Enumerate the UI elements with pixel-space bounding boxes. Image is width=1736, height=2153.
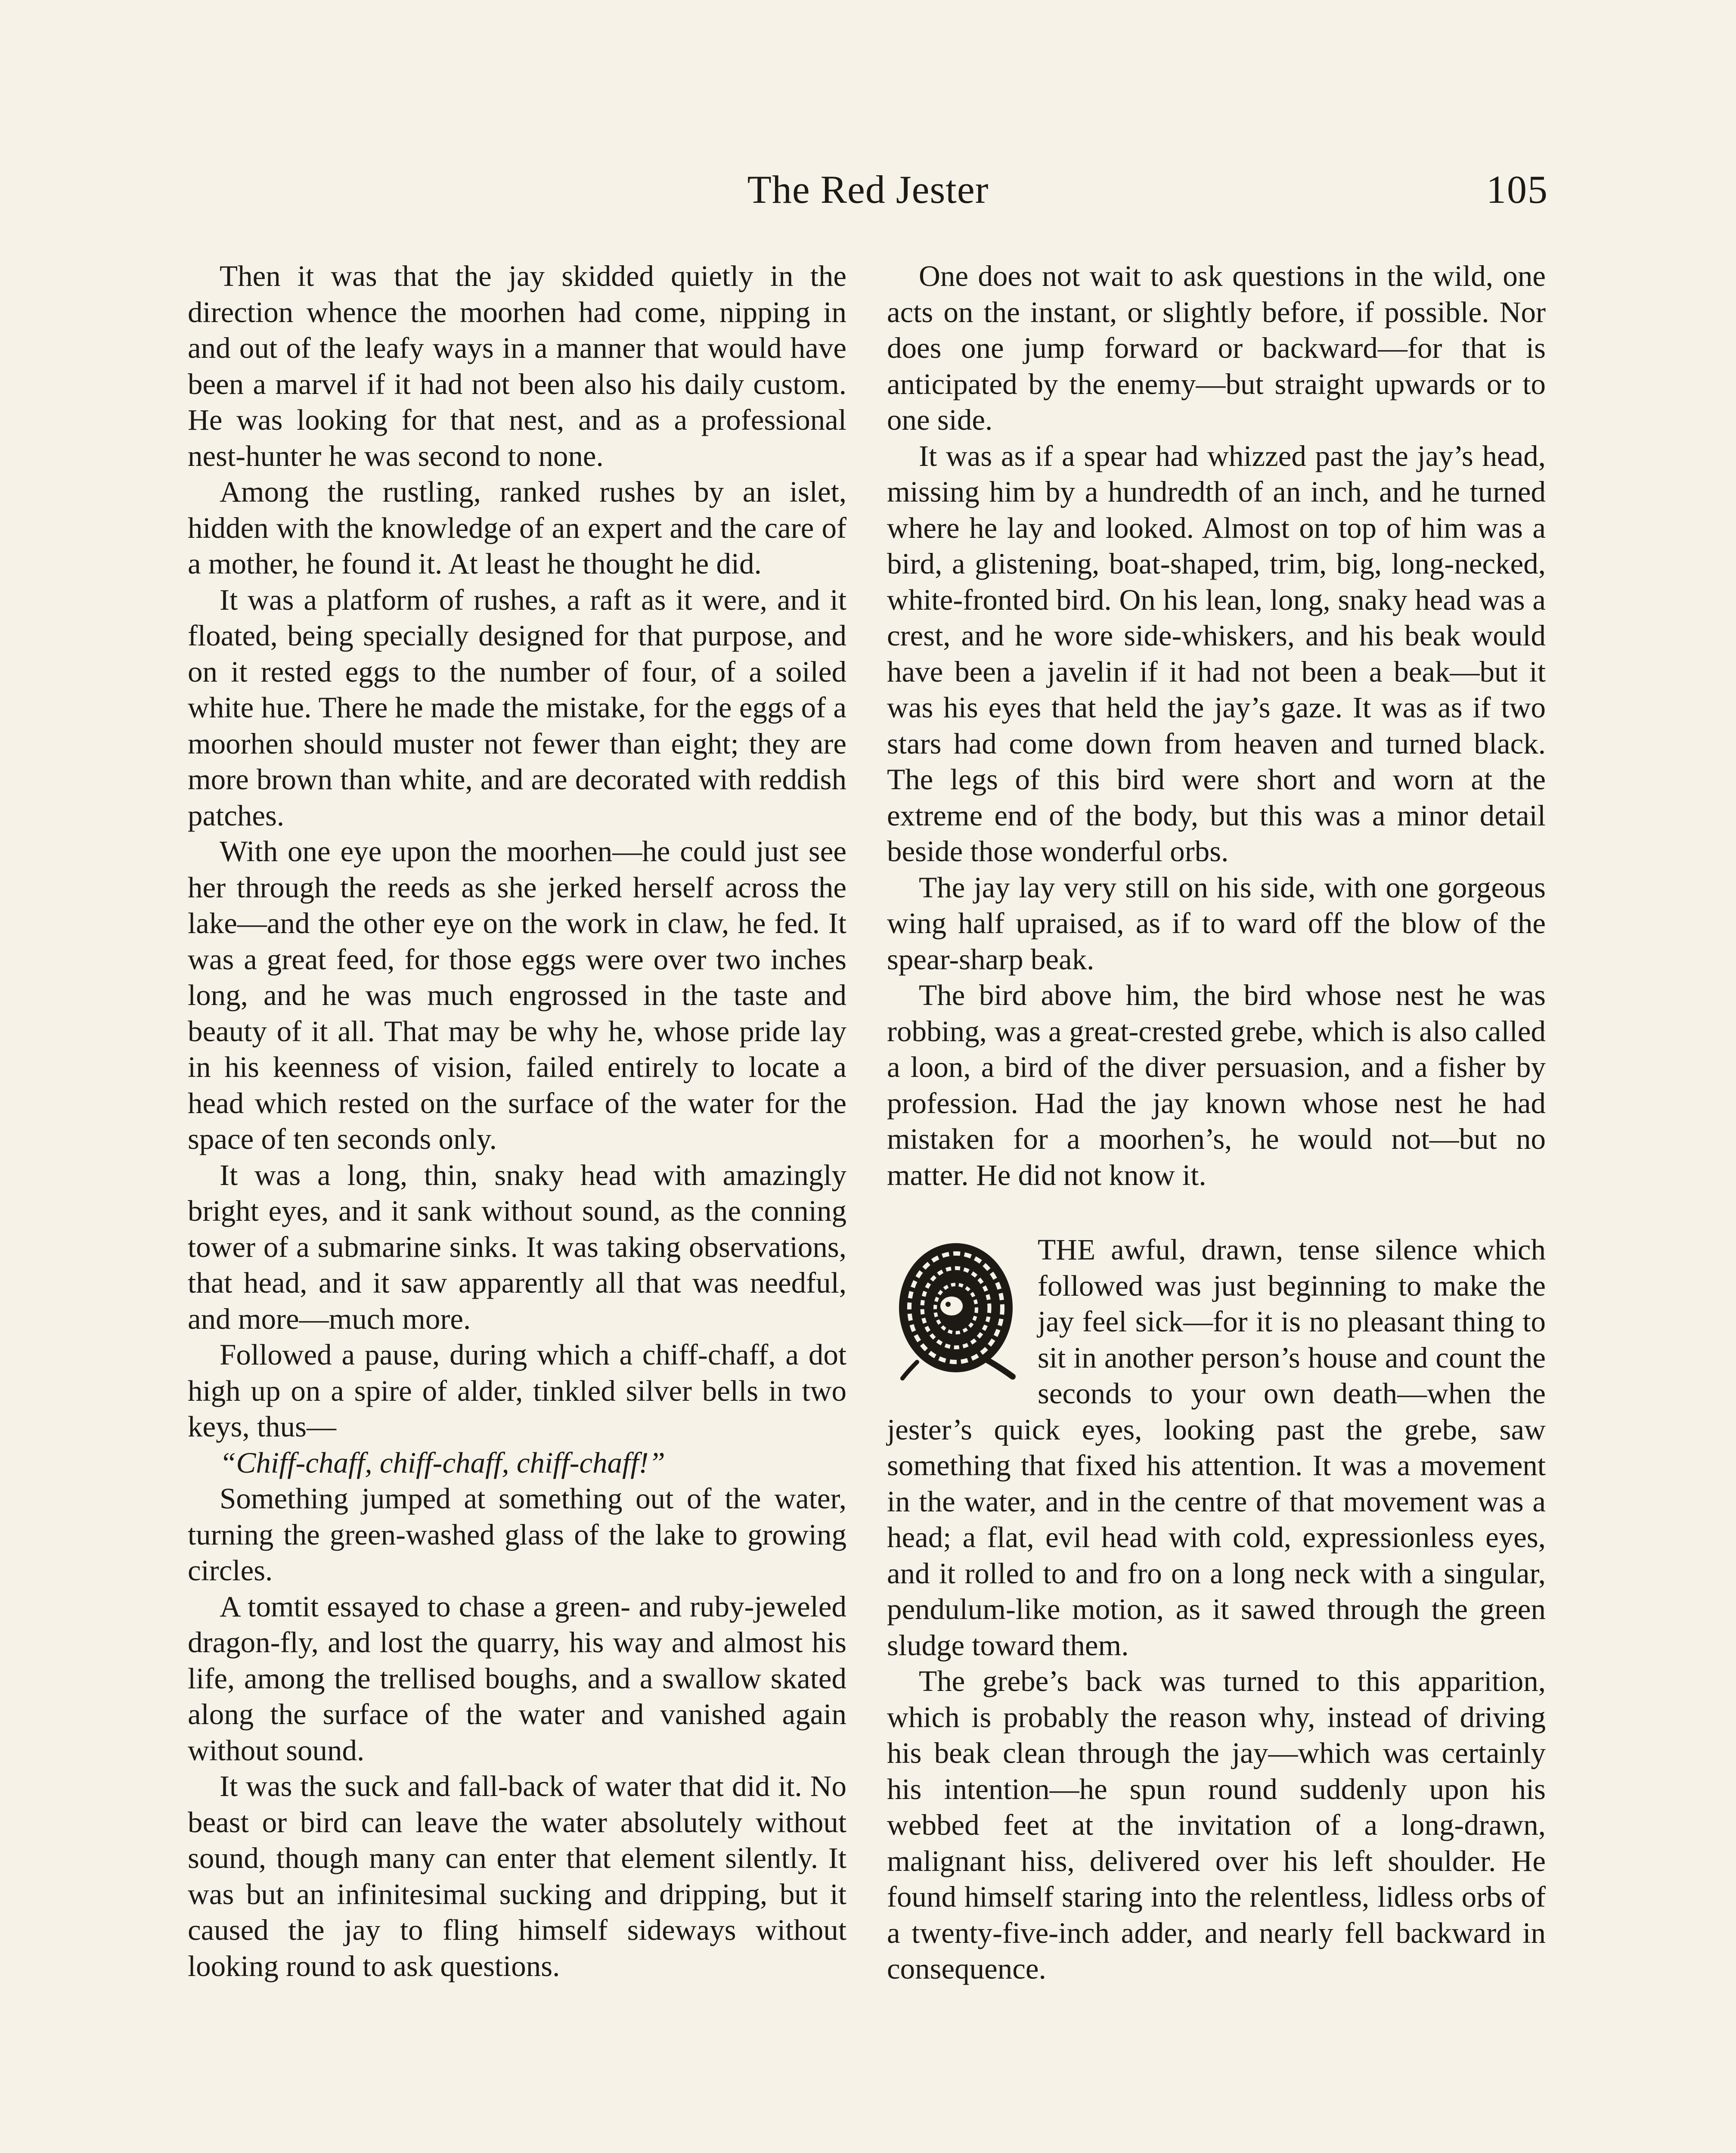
paragraph: The bird above him, the bird whose nest he was robbing, was a great-crested grebe, which is also called a loon, a bird of the diver persuasion, and a fisher by profession. Had the jay known whose nest he had mistaken for a moorhen’s, he would not—but no matter. He did not know it.	[887, 979, 1546, 1191]
paragraph: The jay lay very still on his side, with one gorgeous wing half upraised, as if to ward off the blow of the spear-sharp beak.	[887, 871, 1546, 976]
bird-call-quote: “Chiff-chaff, chiff-chaff, chiff-chaff!”	[220, 1446, 665, 1479]
paragraph: Among the rustling, ranked rushes by an islet, hidden with the knowledge of an expert and the care of a mother, he found it. At least he thought he did.	[188, 475, 846, 580]
paragraph: It was a long, thin, snaky head with amazingly bright eyes, and it sank without sound, as the conning tower of a submarine sinks. It was taking observations, that head, and it saw apparently all that was needful, and more—much more.	[188, 1158, 846, 1335]
section-opening-paragraph	[887, 1232, 1546, 1663]
paragraph: It was the suck and fall-back of water that did it. No beast or bird can leave the water absolutely without sound, though many can enter that element silently. It was but an infinitesimal sucking and dripping, but it caused the jay to fling himself sideways without looking round to ask questions.	[188, 1770, 846, 1982]
paragraph: One does not wait to ask questions in the wild, one acts on the instant, or slightly before, if possible. Nor does one jump forward or backward—for that is anticipated by the enemy—but straight upwards or to one side.	[887, 260, 1546, 436]
paragraph: Followed a pause, during which a chiff-chaff, a dot high up on a spire of alder, tinkled silver bells in two keys, thus—	[188, 1338, 846, 1443]
paragraph: With one eye upon the moorhen—he could just see her through the reeds as she jerked herself across the lake—and the other eye on the work in claw, he fed. It was a great feed, for those eggs were over two inches long, and he was much engrossed in the taste and beauty of it all. That may be why he, whose pride lay in his keenness of vision, failed entirely to locate a head which rested on the surface of the water for the space of ten seconds only.	[188, 835, 846, 1155]
coiled-snake-icon	[887, 1235, 1025, 1381]
paragraph: It was as if a spear had whizzed past the jay’s head, missing him by a hundredth of an inch, and he turned where he lay and looked. Almost on top of him was a bird, a glistening, boat-shaped, trim, big, long-necked, white-fronted bird. On his lean, long, snaky head was a crest, and he wore side-whiskers, and his beak would have been a javelin if it had not been a beak—but it was his eyes that held the jay’s gaze. It was as if two stars had come down from heaven and turned black. The legs of this bird were short and worn at the extreme end of the body, but this was a minor detail beside those wonderful orbs.	[887, 439, 1546, 868]
paragraph: Then it was that the jay skidded quietly in the direction whence the moorhen had come, nipping in and out of the leafy ways in a manner that would have been a marvel if it had not been also his daily custom. He was looking for that nest, and as a professional nest-hunter he was second to none.	[188, 260, 846, 472]
paragraph-text: THE awful, drawn, tense silence which followed was just beginning to make the jay feel sick—for it is no pleasant thing to sit in another person’s house and count the seconds to your own death—when the jester’s quick eyes, looking past the grebe, saw something that fixed his attention. It was a movement in the water, and in the centre of that movement was a head; a flat, evil head with cold, expressionless eyes, and it rolled to and fro on a long neck with a singular, pendulum-like motion, as it sawed through the green sludge toward them.	[887, 1233, 1546, 1662]
page-number: 105	[1486, 168, 1548, 211]
paragraph: It was a platform of rushes, a raft as it were, and it floated, being specially designed for that purpose, and on it rested eggs to the number of four, of a soiled white hue. There he made the mistake, for the eggs of a moorhen should muster not fewer than eight; they are more brown than white, and are decorated with reddish patches.	[188, 583, 846, 832]
paragraph: Something jumped at something out of the water, turning the green-washed glass of the lake to growing circles.	[188, 1482, 846, 1587]
page-title: The Red Jester	[747, 168, 989, 211]
paragraph: A tomtit essayed to chase a green- and ruby-jeweled dragon-fly, and lost the quarry, his way and almost his life, among the trellised boughs, and a swallow skated along the surface of the water and vanished again without sound.	[188, 1590, 846, 1767]
right-column	[887, 258, 1546, 1987]
running-head	[188, 164, 1548, 215]
left-column	[188, 258, 846, 1984]
paragraph: The grebe’s back was turned to this apparition, which is probably the reason why, instead of driving his beak clean through the jay—which was certainly his intention—he spun round suddenly upon his webbed feet at the invitation of a long-drawn, malignant hiss, delivered over his left shoulder. He found himself staring into the relentless, lidless orbs of a twenty-five-inch adder, and nearly fell backward in consequence.	[887, 1665, 1546, 1985]
